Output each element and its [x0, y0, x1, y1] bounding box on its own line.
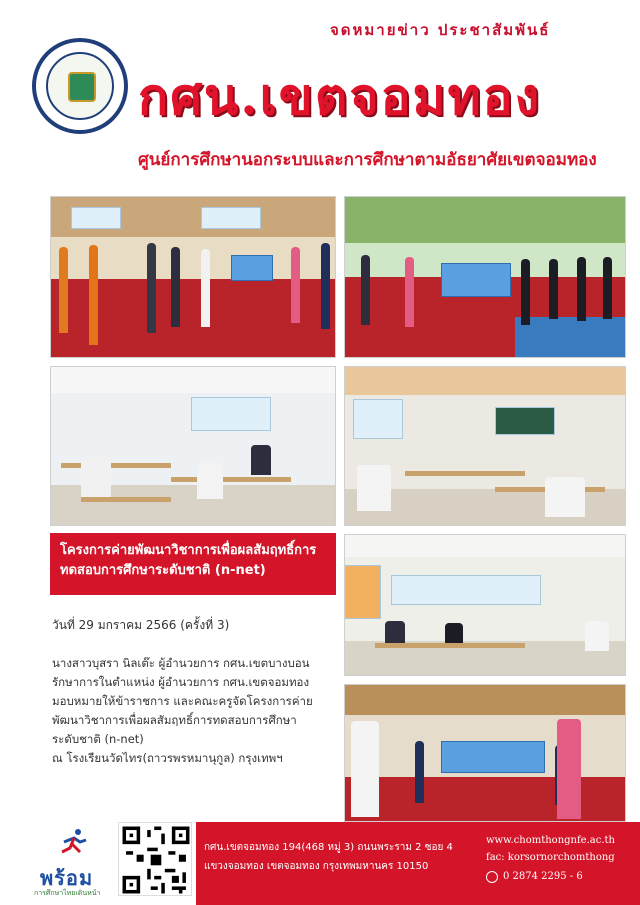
footer-contact [486, 832, 615, 885]
article-body [52, 654, 332, 749]
facebook-handle[interactable]: fac: korsornorchomthong [486, 852, 615, 863]
address-line: กศน.เขตจอมทอง 194(468 หมู่ 3) ถนนพระราม 2 ซอย 4 [204, 842, 453, 853]
body-line: นางสาวบุสรา นิลเต๊ะ ผู้อำนวยการ กศน.เขตบางบอน [52, 656, 310, 670]
body-line: พัฒนาวิชาการเพื่อผลสัมฤทธิ์การทดสอบการศึกษา [52, 713, 297, 727]
article-date: วันที่ 29 มกราคม 2566 (ครั้งที่ 3) [52, 618, 230, 632]
footer-address [204, 838, 453, 876]
photo-gym-lineup [50, 196, 336, 358]
seal-emblem-icon [68, 72, 96, 102]
article-title: โครงการค่ายพัฒนาวิชาการเพื่อผลสัมฤทธิ์การทดสอบการศึกษาระดับชาติ (n-net) [50, 533, 336, 595]
phrom-brand-logo [34, 828, 112, 898]
website-link[interactable]: www.chomthongnfe.ac.th [486, 835, 615, 846]
photo-classroom-exam-3 [344, 534, 626, 676]
body-line: ระดับชาติ (n-net) [52, 732, 144, 746]
phone-row [486, 868, 615, 885]
qr-code [118, 822, 192, 896]
photo-classroom-exam-1 [50, 366, 336, 526]
article-venue: ณ โรงเรียนวัดไทร(ถาวรพรหมานุกูล) กรุงเทพฯ [52, 751, 283, 765]
phone-icon [486, 871, 498, 883]
brand-tagline: การศึกษาไทยเดินหน้า [34, 889, 101, 897]
masthead-subtitle: ศูนย์การศึกษานอกระบบและการศึกษาตามอัธยาศัยเขตจอมทอง [138, 150, 597, 170]
brand-name: พร้อม [40, 866, 94, 890]
photo-classroom-exam-2 [344, 366, 626, 526]
photo-banner-group [344, 684, 626, 822]
qr-code-icon [119, 823, 193, 897]
runner-icon [58, 828, 88, 854]
photo-outdoor-court [344, 196, 626, 358]
seal-ring [46, 52, 114, 120]
body-line: รักษาการในตำแหน่ง ผู้อำนวยการ กศน.เขตจอมทอง [52, 675, 310, 689]
footer-band [196, 822, 640, 905]
kicker-text: จดหมายข่าว ประชาสัมพันธ์ [330, 21, 551, 39]
school-seal-logo [32, 38, 128, 134]
address-line: แขวงจอมทอง เขตจอมทอง กรุงเทพมหานคร 10150 [204, 861, 429, 872]
body-line: มอบหมายให้ข้าราชการ และคณะครูจัดโครงการค่าย [52, 694, 313, 708]
phone-number[interactable]: 0 2874 2295 - 6 [503, 871, 583, 882]
masthead-title: กศน.เขตจอมทอง [138, 67, 542, 126]
